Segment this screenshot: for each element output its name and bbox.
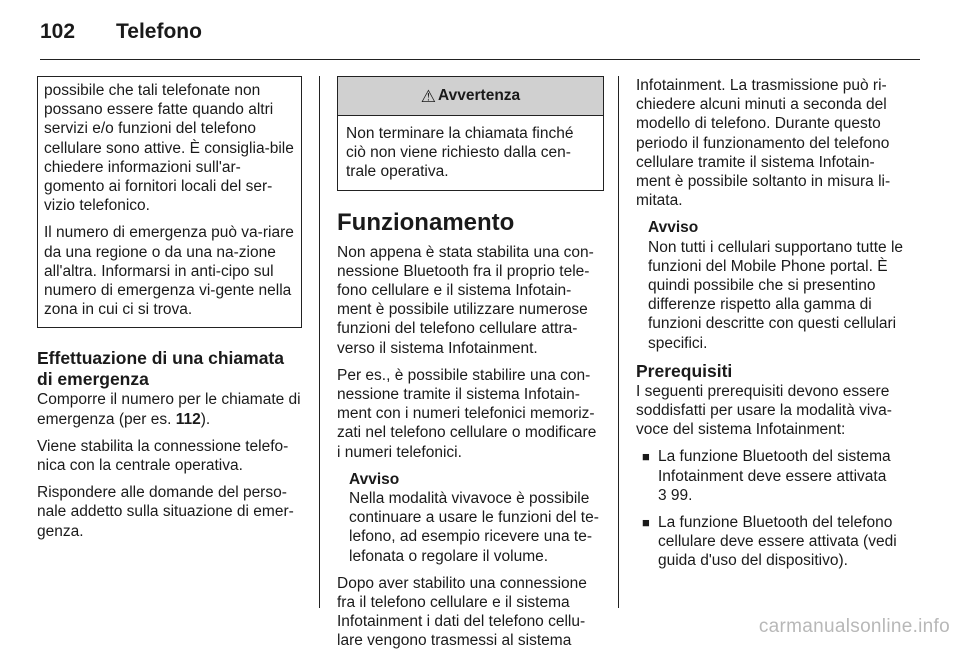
prerequisites-intro: I seguenti prerequisiti devono essere soddisfatti per usare la modalità viva-voce del sistema Infotainment: bbox=[636, 382, 892, 439]
column-divider-2 bbox=[618, 76, 619, 608]
page-header bbox=[40, 20, 202, 44]
note-block bbox=[636, 218, 904, 352]
operation-paragraph-1: Non appena è stata stabilita una con-nessione Bluetooth fra il proprio tele-fono cellulare e il sistema Infotain-ment è possibile utilizzare numerose funzioni del telefono cellulare attra-verso il sistema Infotainment. bbox=[337, 243, 594, 357]
column-divider-1 bbox=[319, 76, 320, 608]
note-block bbox=[337, 470, 604, 566]
warning-box bbox=[337, 76, 604, 191]
column-3 bbox=[636, 76, 904, 579]
column-2 bbox=[337, 76, 604, 659]
bullet-square-icon: ■ bbox=[642, 449, 650, 465]
note-title: Avviso bbox=[349, 470, 400, 488]
list-item: ■ La funzione Bluetooth del telefono cellulare deve essere attivata (vedi guida d'uso del dispositivo). bbox=[642, 514, 897, 570]
header-rule bbox=[40, 59, 920, 60]
warning-title: Avvertenza bbox=[438, 87, 521, 105]
column-1 bbox=[37, 76, 302, 549]
operation-paragraph-2: Per es., è possibile stabilire una con-nessione tramite il sistema Infotain-ment con i numeri telefonici memoriz-zati nel telefono cellulare o modificare i numeri telefonici. bbox=[337, 366, 597, 461]
info-box-paragraph-1: possibile che tali telefonate non possano essere fatte quando altri servizi e/o funzioni del telefono cellulare sono attive. È consiglia-bile chiedere informazioni sull'ar-gomento ai fornitori locali del ser-vizio telefonico. bbox=[44, 82, 294, 215]
bullet-square-icon: ■ bbox=[642, 515, 650, 531]
emergency-paragraph-1: Comporre il numero per le chiamate di emergenza (per es. 112). bbox=[37, 391, 301, 428]
watermark: carmanualsonline.info bbox=[758, 616, 950, 637]
section-heading-emergency: Effettuazione di una chiamata di emergenza bbox=[37, 348, 284, 390]
note-title: Avviso bbox=[648, 219, 699, 237]
emergency-paragraph-2: Viene stabilita la connessione telefo-nica con la centrale operativa. bbox=[37, 437, 289, 475]
emergency-number-ref: 112 bbox=[175, 410, 201, 428]
emergency-paragraph-3: Rispondere alle domande del perso-nale addetto sulla situazione di emer-genza. bbox=[37, 484, 294, 540]
operation-paragraph-3: Dopo aver stabilito una connessione fra il telefono cellulare e il sistema Infotainment i dati del telefono cellu-lare vengono trasmessi al sistema bbox=[337, 574, 587, 650]
info-box bbox=[37, 76, 302, 328]
note-text: Non tutti i cellulari supportano tutte le funzioni del Mobile Phone portal. È quindi possibile che si presentino differenze rispetto alla gamma di funzioni descritte con questi cellulari specifici. bbox=[648, 238, 904, 352]
page-title: Telefono bbox=[116, 20, 202, 43]
warning-box-title bbox=[338, 77, 603, 116]
page-number: 102 bbox=[40, 20, 76, 43]
info-box-paragraph-2: Il numero di emergenza può va-riare da una regione o da una na-zione all'altra. Informarsi in anti-cipo sul numero di emergenza vi-gente nella zona in cui ci si trova. bbox=[44, 224, 294, 319]
section-heading-prerequisiti: Prerequisiti bbox=[636, 360, 733, 381]
warning-text: Non terminare la chiamata finché ciò non viene richiesto dalla cen-trale operativa. bbox=[346, 125, 574, 181]
list-item: ■ La funzione Bluetooth del sistema Infotainment deve essere attivata 3 99. bbox=[642, 448, 891, 504]
section-heading-funzionamento: Funzionamento bbox=[337, 208, 515, 236]
page-reference: 3 99. bbox=[658, 486, 693, 504]
prerequisites-list bbox=[636, 447, 904, 570]
continued-paragraph: Infotainment. La trasmissione può ri-chiedere alcuni minuti a seconda del modello di telefono. Durante questo periodo il funzionamento del telefono cellulare tramite il sistema Infotain-ment è possibile soltanto in misura li-mitata. bbox=[636, 77, 891, 210]
note-text: Nella modalità vivavoce è possibile continuare a usare le funzioni del te-lefono, ad esempio ricevere una te-lefonata o regolare il volume. bbox=[349, 490, 599, 565]
warning-triangle-icon: ⚠ bbox=[420, 86, 437, 106]
